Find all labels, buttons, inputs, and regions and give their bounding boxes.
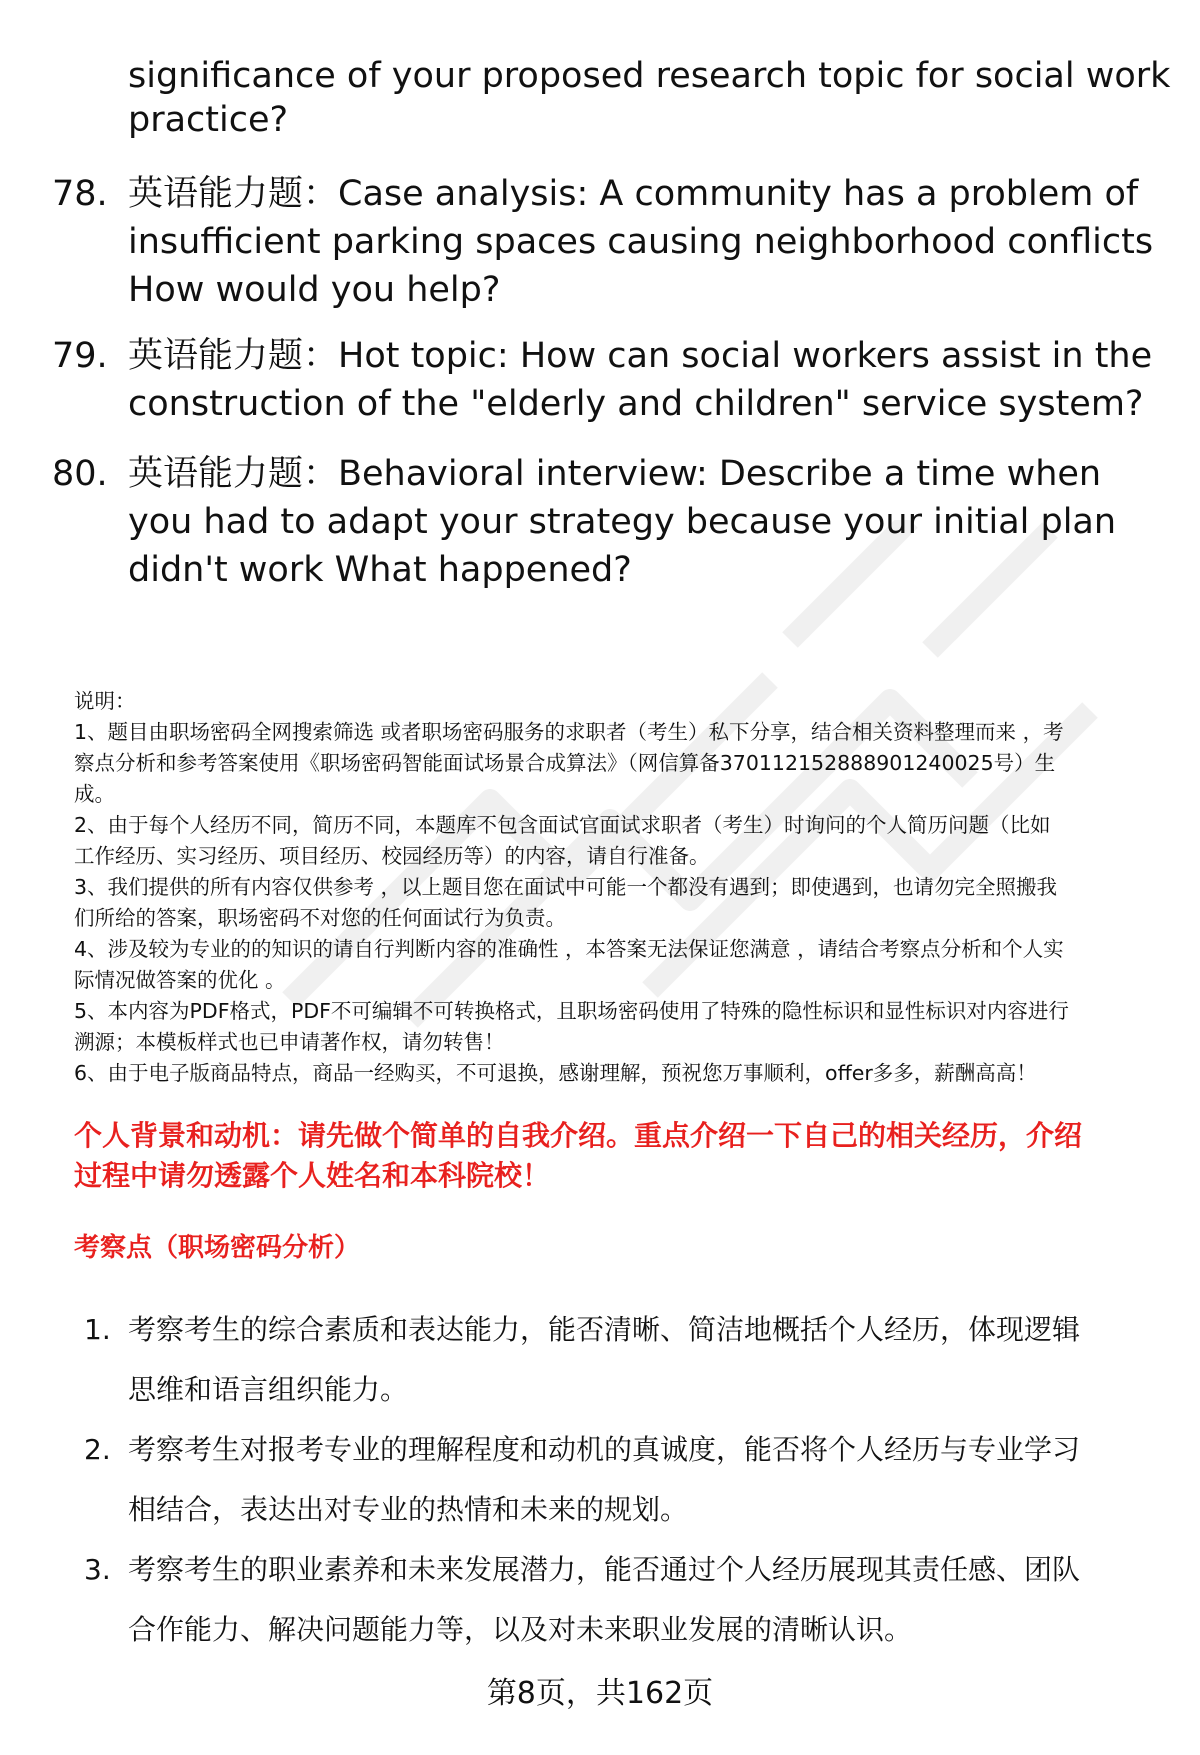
notes-line: 际情况做答案的优化 。 xyxy=(74,968,286,992)
question-line: didn't work What happened? xyxy=(128,550,632,590)
analysis-subheading: 考察点（职场密码分析） xyxy=(74,1233,361,1263)
page-number: 第8页，共162页 xyxy=(486,1676,714,1711)
point-line: 考察考生的综合素质和表达能力，能否清晰、简洁地概括个人经历，体现逻辑 xyxy=(128,1313,1081,1346)
notes-line: 察点分析和参考答案使用《职场密码智能面试场景合成算法》（网信算备370112152888901240025号）生 xyxy=(74,751,1056,775)
point-line: 合作能力、解决问题能力等，以及对未来职业发展的清晰认识。 xyxy=(128,1613,913,1646)
question-line: 英语能力题：Behavioral interview: Describe a time when xyxy=(128,454,1102,494)
analysis-point-3 xyxy=(84,1540,1174,1660)
analysis-point-1 xyxy=(84,1300,1174,1420)
notes-block xyxy=(74,686,1164,1089)
point-line: 考察考生对报考专业的理解程度和动机的真诚度，能否将个人经历与专业学习 xyxy=(128,1433,1081,1466)
question-line: 英语能力题：Case analysis: A community has a problem of xyxy=(128,174,1139,214)
question-78 xyxy=(52,170,1172,314)
question-line: you had to adapt your strategy because your initial plan xyxy=(128,502,1117,542)
notes-line: 们所给的答案，职场密码不对您的任何面试行为负责。 xyxy=(74,906,566,930)
notes-line: 工作经历、实习经历、项目经历、校园经历等）的内容，请自行准备。 xyxy=(74,844,710,868)
notes-line: 成。 xyxy=(74,782,115,806)
question-77-continuation-line-2: practice? xyxy=(128,100,289,140)
question-line: construction of the "elderly and children" service system? xyxy=(128,384,1144,424)
section-heading-line: 过程中请勿透露个人姓名和本科院校！ xyxy=(74,1159,551,1192)
point-line: 考察考生的职业素养和未来发展潜力，能否通过个人经历展现其责任感、团队 xyxy=(128,1553,1081,1586)
notes-line: 2、由于每个人经历不同，简历不同，本题库不包含面试官面试求职者（考生）时询问的个人简历问题（比如 xyxy=(74,813,1051,837)
question-number: 80. xyxy=(52,454,108,494)
question-number: 79. xyxy=(52,336,108,376)
question-line: insufficient parking spaces causing neighborhood conflicts xyxy=(128,222,1154,262)
notes-line: 1、题目由职场密码全网搜索筛选 或者职场密码服务的求职者（考生）私下分享，结合相关资料整理而来 ，考 xyxy=(74,720,1064,744)
notes-line: 3、我们提供的所有内容仅供参考 ，以上题目您在面试中可能一个都没有遇到；即使遇到，也请勿完全照搬我 xyxy=(74,875,1058,899)
notes-line: 5、本内容为PDF格式，PDF不可编辑不可转换格式，且职场密码使用了特殊的隐性标识和显性标识对内容进行 xyxy=(74,999,1069,1023)
question-line: How would you help? xyxy=(128,270,501,310)
notes-line: 溯源；本模板样式也已申请著作权，请勿转售！ xyxy=(74,1030,505,1054)
point-line: 思维和语言组织能力。 xyxy=(128,1373,409,1406)
section-heading-line: 个人背景和动机：请先做个简单的自我介绍。重点介绍一下自己的相关经历，介绍 xyxy=(74,1119,1083,1152)
notes-line: 4、涉及较为专业的的知识的请自行判断内容的准确性 ，本答案无法保证您满意 ，请结合考察点分析和个人实 xyxy=(74,937,1064,961)
question-80 xyxy=(52,450,1172,594)
point-line: 相结合，表达出对专业的热情和未来的规划。 xyxy=(128,1493,689,1526)
question-line: 英语能力题：Hot topic: How can social workers assist in the xyxy=(128,336,1153,376)
point-number: 2. xyxy=(84,1433,111,1466)
notes-line: 6、由于电子版商品特点，商品一经购买，不可退换，感谢理解，预祝您万事顺利，offer多多，薪酬高高！ xyxy=(74,1061,1037,1085)
point-number: 1. xyxy=(84,1313,111,1346)
point-number: 3. xyxy=(84,1553,111,1586)
question-77-continuation-line-1: significance of your proposed research topic for social work xyxy=(128,56,1171,96)
notes-title: 说明： xyxy=(74,689,136,713)
section-heading xyxy=(74,1116,1082,1196)
analysis-point-2 xyxy=(84,1420,1174,1540)
question-79 xyxy=(52,332,1172,428)
question-number: 78. xyxy=(52,174,108,214)
